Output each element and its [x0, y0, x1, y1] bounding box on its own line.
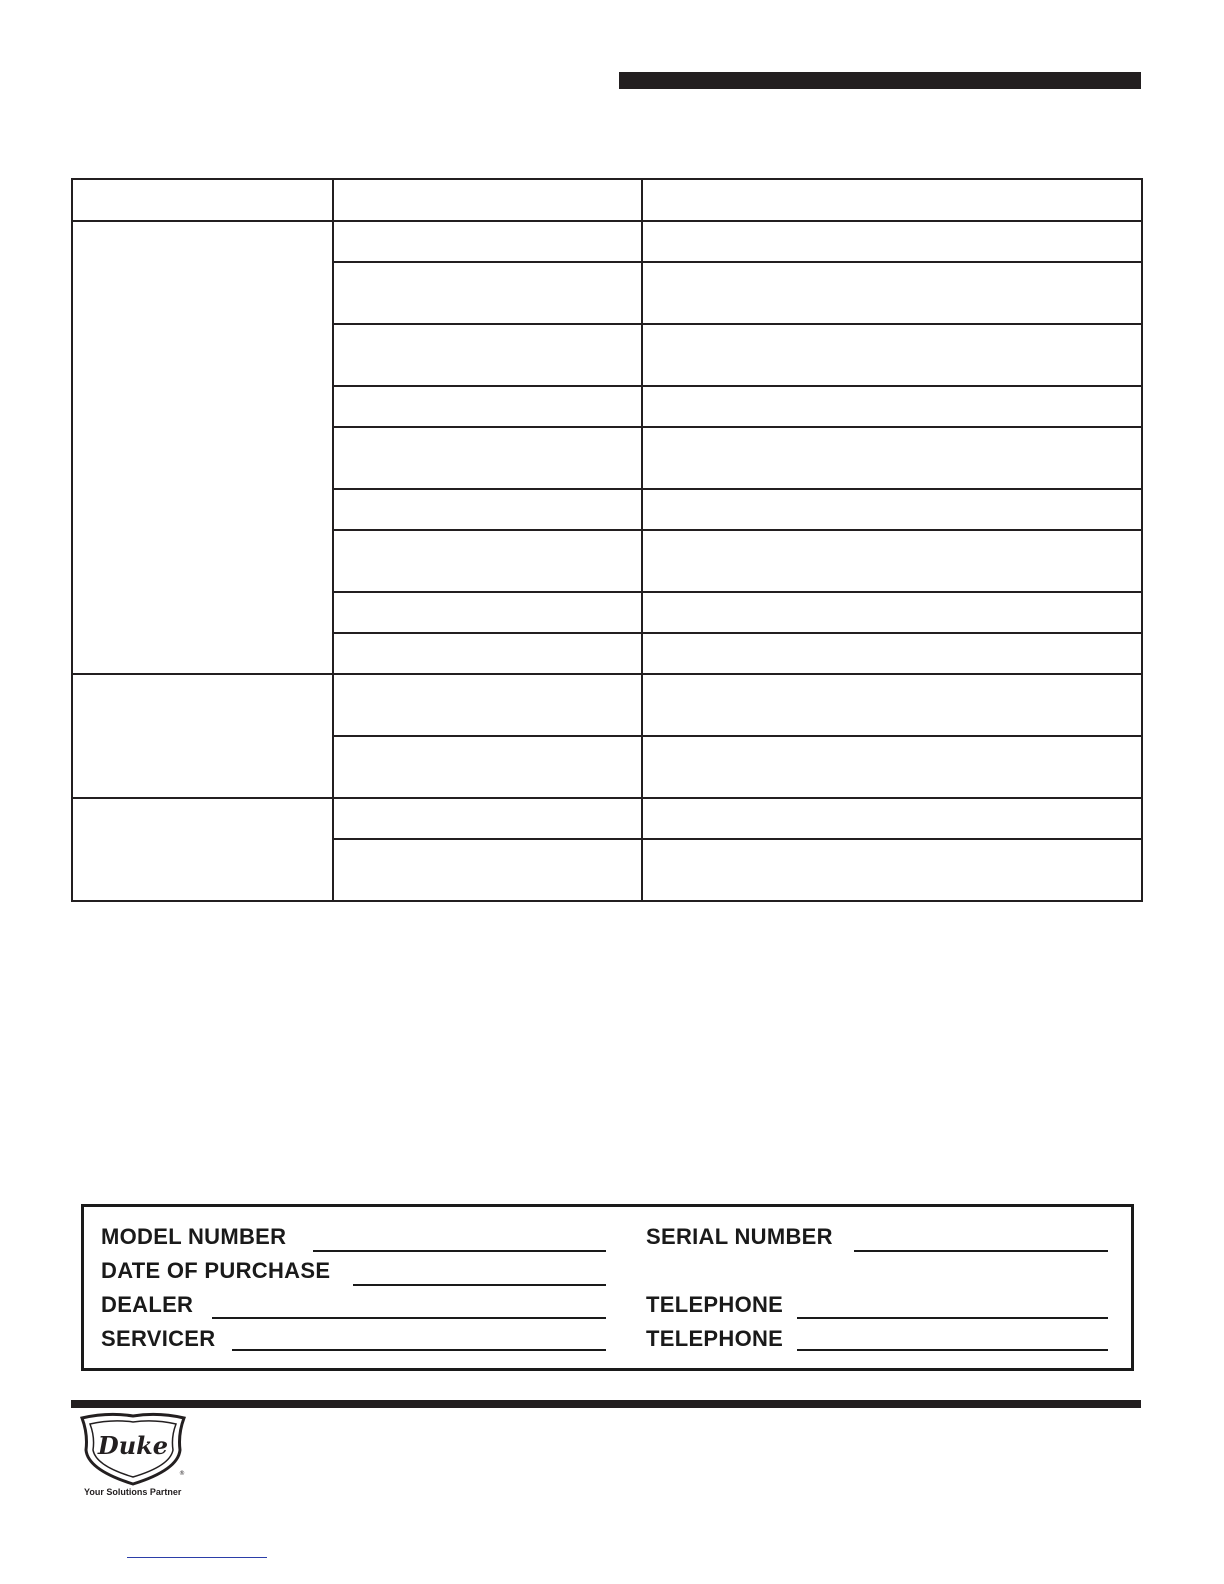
problem-cell	[72, 798, 333, 901]
table-row	[72, 674, 1142, 736]
solution-cell	[642, 674, 1142, 736]
model-number-label: MODEL NUMBER	[101, 1224, 287, 1249]
model-number-field[interactable]	[313, 1250, 606, 1252]
solution-cell	[642, 262, 1142, 324]
solution-cell	[642, 839, 1142, 901]
table-header-row	[72, 179, 1142, 221]
dealer-field[interactable]	[212, 1317, 606, 1319]
dealer-label: DEALER	[101, 1292, 194, 1317]
serial-number-field[interactable]	[854, 1250, 1108, 1252]
solution-cell	[642, 633, 1142, 674]
solution-cell	[642, 221, 1142, 262]
solution-cell	[642, 427, 1142, 489]
servicer-telephone-label: TELEPHONE	[646, 1326, 784, 1351]
cause-cell	[333, 386, 642, 427]
problem-cell	[72, 674, 333, 798]
serial-number-label: SERIAL NUMBER	[646, 1224, 833, 1249]
date-of-purchase-field[interactable]	[353, 1284, 606, 1286]
solution-cell	[642, 530, 1142, 592]
duke-logo	[78, 1412, 188, 1486]
solution-cell	[642, 489, 1142, 530]
tagline: Your Solutions Partner	[84, 1487, 182, 1497]
solution-cell	[642, 592, 1142, 633]
cause-cell	[333, 736, 642, 798]
cause-cell	[333, 674, 642, 736]
table-row	[72, 221, 1142, 262]
date-of-purchase-label: DATE OF PURCHASE	[101, 1258, 331, 1283]
header-cell-solution	[642, 179, 1142, 221]
cause-cell	[333, 324, 642, 386]
servicer-telephone-field[interactable]	[797, 1349, 1108, 1351]
cause-cell	[333, 530, 642, 592]
header-cell-problem	[72, 179, 333, 221]
servicer-label: SERVICER	[101, 1326, 216, 1351]
cause-cell	[333, 489, 642, 530]
owner-record-box	[81, 1204, 1134, 1371]
svg-text:Duke: Duke	[97, 1431, 169, 1460]
problem-cell	[72, 221, 333, 674]
cause-cell	[333, 839, 642, 901]
table-row	[72, 798, 1142, 839]
cause-cell	[333, 633, 642, 674]
link-underline[interactable]	[127, 1557, 267, 1558]
cause-cell	[333, 221, 642, 262]
cause-cell	[333, 427, 642, 489]
cause-cell	[333, 798, 642, 839]
cause-cell	[333, 592, 642, 633]
troubleshooting-table	[71, 178, 1143, 902]
header-bar	[619, 72, 1141, 89]
cause-cell	[333, 262, 642, 324]
header-cell-cause	[333, 179, 642, 221]
solution-cell	[642, 798, 1142, 839]
footer-bar	[71, 1400, 1141, 1408]
svg-text:®: ®	[179, 1470, 185, 1477]
servicer-field[interactable]	[232, 1349, 606, 1351]
dealer-telephone-field[interactable]	[797, 1317, 1108, 1319]
solution-cell	[642, 386, 1142, 427]
solution-cell	[642, 736, 1142, 798]
dealer-telephone-label: TELEPHONE	[646, 1292, 784, 1317]
solution-cell	[642, 324, 1142, 386]
